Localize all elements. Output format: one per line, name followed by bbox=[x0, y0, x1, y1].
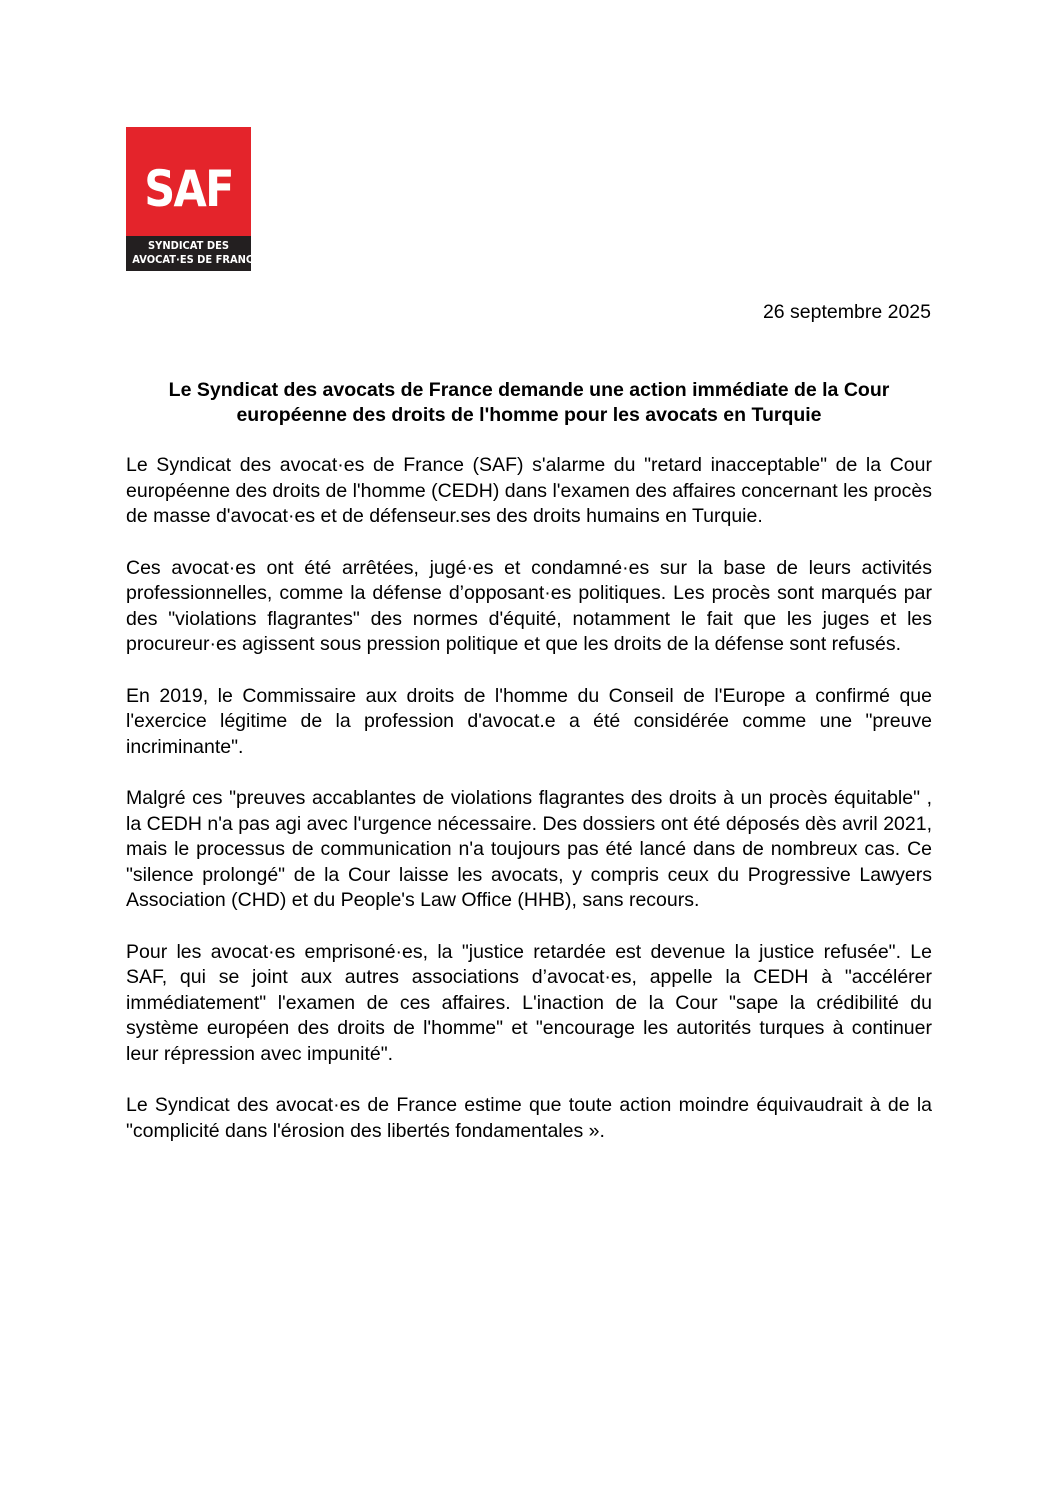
document-date: 26 septembre 2025 bbox=[762, 301, 931, 323]
paragraph-5: Pour les avocat·es emprisoné·es, la "justice retardée est devenue la justice refusée". Le SAF, qui se joint aux autres associations d’avocat·es, appelle la CEDH à "accélérer immédiatement" l'examen de ces affaires. L'inaction de la Cour "sape la crédibilité du système européen des droits de l'homme" et "encourage les autorités turques à continuer leur répression avec impunité". bbox=[126, 940, 932, 1065]
paragraph-6: Le Syndicat des avocat·es de France estime que toute action moindre équivaudrait à de la "complicité dans l'érosion des libertés fondamentales ». bbox=[126, 1094, 932, 1142]
logo-line-1: SYNDICAT DES bbox=[148, 239, 229, 252]
logo-line-2: AVOCAT·ES DE FRANCE bbox=[132, 253, 260, 266]
saf-logo bbox=[126, 127, 260, 271]
document-body bbox=[126, 453, 932, 1170]
paragraph-4: Malgré ces "preuves accablantes de violations flagrantes des droits à un procès équitable" , la CEDH n'a pas agi avec l'urgence nécessaire. Des dossiers ont été déposés dès avril 2021, mais le processus de communication n'a toujours pas été lancé dans de nombreux cas. Ce "silence prolongé" de la Cour laisse les avocats, y compris ceux du Progressive Lawyers Association (CHD) et du People's Law Office (HHB), sans recours. bbox=[126, 787, 932, 911]
document-title: Le Syndicat des avocats de France demande une action immédiate de la Cour européenne des droits de l'homme pour les avocats en Turquie bbox=[168, 379, 890, 426]
logo-mark: SAF bbox=[144, 160, 233, 218]
paragraph-3: En 2019, le Commissaire aux droits de l'homme du Conseil de l'Europe a confirmé que l'exercice légitime de la profession d'avocat.e a été considérée comme une "preuve incriminante". bbox=[126, 684, 932, 758]
paragraph-2: Ces avocat·es ont été arrêtées, jugé·es et condamné·es sur la base de leurs activités professionnelles, comme la défense d’opposant·es politiques. Les procès sont marqués par des "violations flagrantes" des normes d'équité, notamment le fait que les juges et les procureur·es agissent sous pression politique et que les droits de la défense sont refusés. bbox=[126, 556, 932, 655]
paragraph-1: Le Syndicat des avocat·es de France (SAF) s'alarme du "retard inacceptable" de la Cour européenne des droits de l'homme (CEDH) dans l'examen des affaires concernant les procès de masse d'avocat·es et de défenseur.ses des droits humains en Turquie. bbox=[126, 454, 932, 527]
